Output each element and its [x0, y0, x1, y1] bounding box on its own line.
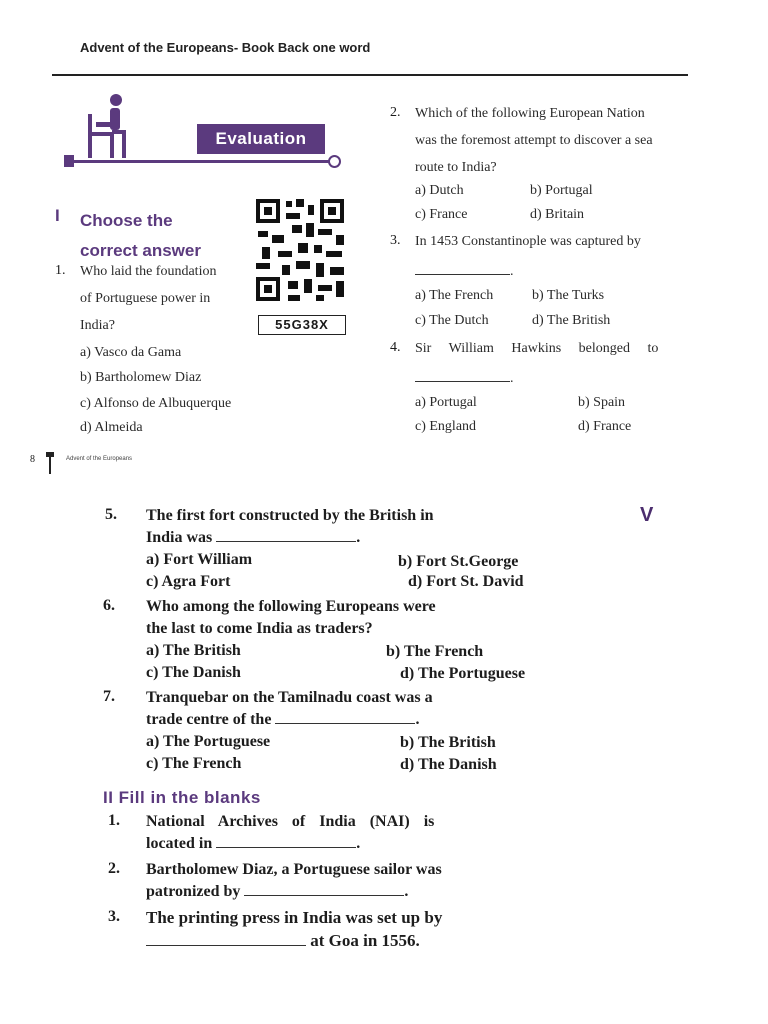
page-header-title: Advent of the Europeans- Book Back one word [80, 40, 371, 55]
question-line: was the foremost attempt to discover a sea [415, 133, 653, 148]
answer-option: b) Spain [578, 395, 626, 410]
answer-option: a) Fort William [146, 551, 253, 568]
question-line: Who among the following Europeans were [146, 598, 436, 615]
banner-line-end [328, 155, 341, 168]
answer-option: c) The Dutch [415, 313, 489, 328]
question-line: The printing press in India was set up by [146, 908, 443, 927]
question-line: Who laid the foundation [80, 264, 217, 279]
question-number: 3. [390, 233, 401, 248]
question-line: trade centre of the . [146, 711, 420, 728]
answer-option: b) The French [386, 643, 484, 660]
qr-code-label: 55G38X [258, 315, 346, 335]
answer-option: d) The Danish [400, 756, 497, 773]
question-line: Tranquebar on the Tamilnadu coast was a [146, 689, 433, 706]
question-number: 2. [390, 105, 401, 120]
question-line: The first fort constructed by the British in [146, 507, 434, 524]
question-line: Bartholomew Diaz, a Portuguese sailor was [146, 861, 442, 878]
answer-option: b) Bartholomew Diaz [80, 370, 202, 385]
question-line: National Archives of India (NAI) is [146, 813, 435, 830]
question-line: of Portuguese power in [80, 291, 211, 306]
question-line: Which of the following European Nation [415, 106, 645, 121]
question-number: 1. [108, 812, 120, 829]
question-number: 6. [103, 597, 115, 614]
header-rule [52, 74, 688, 76]
answer-option: c) France [415, 207, 468, 222]
question-line: Sir William Hawkins belonged to [415, 341, 659, 356]
answer-option: c) Alfonso de Albuquerque [80, 396, 232, 411]
answer-option: d) France [578, 419, 632, 434]
answer-option: a) The French [415, 288, 494, 303]
answer-blank: . [415, 366, 514, 391]
question-line: route to India? [415, 160, 497, 175]
answer-option: d) The British [532, 313, 611, 328]
answer-option: a) Portugal [415, 395, 477, 410]
answer-option: b) Portugal [530, 183, 593, 198]
question-line: patronized by . [146, 883, 409, 900]
answer-option: d) Fort St. David [408, 573, 524, 590]
answer-option: c) England [415, 419, 477, 434]
answer-option: a) The British [146, 642, 241, 659]
question-line: the last to come India as traders? [146, 620, 373, 637]
answer-blank: . [415, 259, 514, 284]
question-line: In 1453 Constantinople was captured by [415, 234, 641, 249]
question-line: India was . [146, 529, 361, 546]
answer-option: d) Britain [530, 207, 585, 222]
question-line: located in . [146, 835, 361, 852]
section-number: I [55, 206, 60, 225]
answer-option: c) The Danish [146, 664, 241, 681]
answer-option: c) The French [146, 755, 242, 772]
page-number: 8 [30, 454, 35, 465]
answer-option: d) The Portuguese [400, 665, 526, 682]
answer-option: b) The British [400, 734, 496, 751]
answer-option: d) Almeida [80, 420, 143, 435]
section-title: Choose the correct answer [80, 211, 201, 260]
answer-option: a) The Portuguese [146, 733, 271, 750]
section-title: II Fill in the blanks [103, 788, 261, 807]
question-number: 4. [390, 340, 401, 355]
evaluation-banner [62, 92, 347, 172]
answer-option: c) Agra Fort [146, 573, 231, 590]
question-number: 5. [105, 506, 117, 523]
answer-option: b) The Turks [532, 288, 605, 303]
question-number: 1. [55, 263, 66, 278]
question-line: India? [80, 318, 115, 333]
running-title: Advent of the Europeans [66, 456, 133, 462]
answer-option: b) Fort St.George [398, 553, 519, 570]
tick-mark: V [640, 504, 654, 526]
answer-option: a) Vasco da Gama [80, 345, 182, 360]
banner-line [68, 160, 332, 163]
qr-code-icon [252, 195, 348, 305]
question-line: at Goa in 1556. [146, 930, 420, 952]
student-at-desk-icon [82, 92, 130, 160]
evaluation-title: Evaluation [197, 124, 325, 154]
question-number: 2. [108, 860, 120, 877]
answer-option: a) Dutch [415, 183, 464, 198]
question-number: 7. [103, 688, 115, 705]
footer-divider [49, 452, 51, 474]
question-number: 3. [108, 908, 120, 925]
